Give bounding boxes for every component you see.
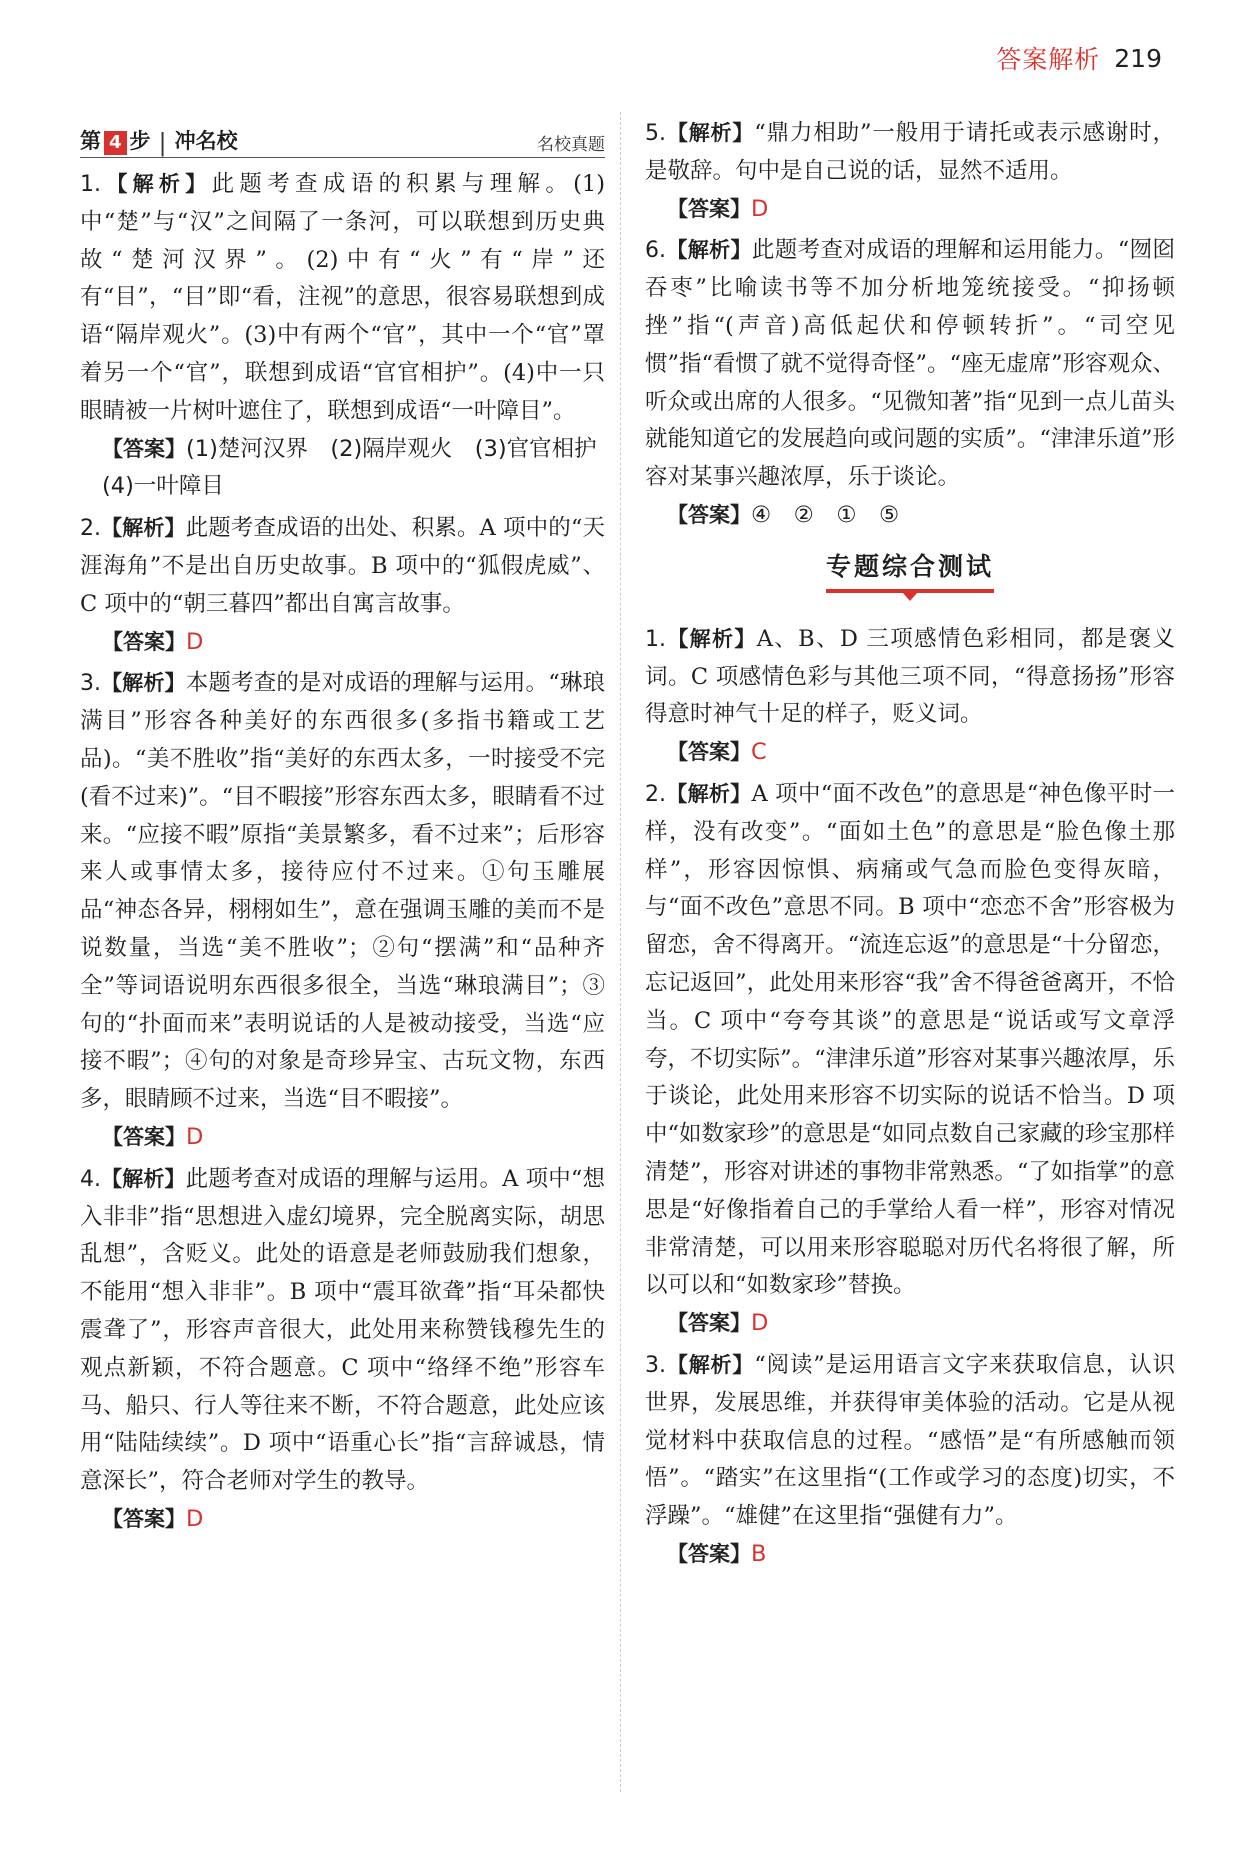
question-item — [645, 115, 1175, 228]
analysis-label: 【解析】 — [101, 1166, 186, 1191]
answer-value: D — [186, 628, 204, 655]
step-prefix: 第 — [80, 129, 101, 153]
analysis-paragraph — [645, 776, 1175, 1305]
answer-text: ④ ② ① ⑤ — [751, 501, 900, 528]
question-item — [80, 1161, 605, 1539]
answer-value: D — [751, 195, 769, 222]
analysis-text: A 项中“面不改色”的意思是“神色像平时一样，没有改变”。“面如土色”的意思是“脸色像土那样”，形容因惊惧、病痛或气急而脸色变得灰暗，与“面不改色”意思不同。B 项中“恋恋不舍”形容极为留恋，舍不得离开。“流连忘返”的意思是“十分留恋，忘记返回”，此处用来形容“我”舍不得爸爸离开，不恰当。C 项中“夸夸其谈”的意思是“说话或写文章浮夸，不切实际”。“津津乐道”形容对某事兴趣浓厚，乐于谈论，此处用来形容不切实际的说话不恰当。D 项中“如数家珍”的意思是“如同点数自己家藏的珍宝那样清楚”，形容对讲述的事物非常熟悉。“了如指掌”的意思是“好像指着自己的手掌给人看一样”，形容对情况非常清楚，可以用来形容聪聪对历代名将很了解，所以可以和“如数家珍”替换。 — [645, 780, 1175, 1299]
analysis-text: 此题考查对成语的理解与运用。A 项中“想入非非”指“思想进入虚幻境界，完全脱离实际，胡思乱想”，含贬义。此处的语意是老师鼓励我们想象，不能用“想入非非”。B 项中“震耳欲聋”指“耳朵都快震聋了”，形容声音很大，此处用来称赞钱穆先生的观点新颖，不符合题意。C 项中“络绎不绝”形容车马、船只、行人等往来不断，不符合题意，此处应该用“陆陆续续”。D 项中“语重心长”指“言辞诚恳，情意深长”，符合老师对学生的教导。 — [80, 1165, 606, 1495]
analysis-text: 此题考查成语的出处、积累。A 项中的“天涯海角”不是出自历史故事。B 项中的“狐假虎威”、C 项中的“朝三暮四”都出自寓言故事。 — [80, 515, 606, 617]
analysis-label: 【解析】 — [666, 121, 755, 145]
question-number: 3. — [80, 671, 101, 697]
analysis-paragraph — [645, 621, 1175, 734]
test-item — [645, 776, 1175, 1343]
left-column — [80, 115, 620, 1543]
answer-label: 【答案】 — [102, 1124, 186, 1149]
question-item — [80, 665, 605, 1156]
question-number: 3. — [645, 1352, 666, 1378]
answer-label: 【答案】 — [667, 740, 751, 765]
page-header — [996, 38, 1162, 78]
analysis-text: “阅读”是运用语言文字来获取信息，认识世界，发展思维，并获得审美体验的活动。它是从视觉材料中获取信息的过程。“感悟”是“有所感触而领悟”。“踏实”在这里指“(工作或学习的态度)切实，不浮躁”。“雄健”在这里指“强健有力”。 — [645, 1351, 1176, 1530]
analysis-paragraph — [645, 1347, 1175, 1536]
analysis-label: 【解析】 — [666, 238, 752, 263]
test-item — [645, 1347, 1175, 1574]
answer-line — [667, 1305, 1175, 1343]
answer-line — [667, 191, 1175, 229]
section-separator: | — [158, 129, 167, 157]
question-number: 6. — [645, 238, 666, 264]
header-title: 答案解析 — [996, 45, 1101, 74]
question-item — [80, 166, 620, 506]
right-column — [645, 115, 1175, 1578]
question-number: 1. — [645, 626, 666, 652]
answer-line — [667, 1536, 1175, 1574]
question-number: 4. — [80, 1166, 101, 1192]
analysis-paragraph — [80, 510, 605, 623]
answer-value: D — [186, 1505, 204, 1532]
question-number: 2. — [645, 781, 666, 807]
answer-label: 【答案】 — [102, 436, 186, 461]
column-divider — [620, 112, 621, 1792]
section-header — [80, 115, 605, 158]
analysis-paragraph — [80, 665, 605, 1119]
answer-label: 【答案】 — [667, 1541, 751, 1566]
analysis-text: 此题考查成语的积累与理解。(1)中“楚”与“汉”之间隔了一条河，可以联想到历史典故“楚河汉界”。(2)中有“火”有“岸”还有“目”，“目”即“看，注视”的意思，很容易联想到成语“隔岸观火”。(3)中有两个“官”，其中一个“官”罩着另一个“官”，联想到成语“官官相护”。(4)中一只眼睛被一片树叶遮住了，联想到成语“一叶障目”。 — [80, 171, 605, 424]
question-item — [80, 510, 605, 661]
answer-value: D — [186, 1123, 204, 1150]
section-name: 冲名校 — [174, 129, 238, 153]
analysis-label: 【解析】 — [101, 172, 212, 196]
answer-line — [102, 431, 620, 507]
analysis-label: 【解析】 — [101, 516, 186, 541]
answer-value: D — [751, 1310, 769, 1337]
answer-label: 【答案】 — [667, 196, 751, 221]
analysis-label: 【解析】 — [666, 626, 757, 651]
topic-title-text: 专题综合测试 — [826, 547, 994, 593]
answer-line — [102, 624, 605, 662]
answer-label: 【答案】 — [102, 1506, 186, 1531]
analysis-label: 【解析】 — [101, 671, 186, 696]
analysis-paragraph — [645, 115, 1175, 191]
answer-line — [102, 1501, 605, 1539]
analysis-text: 本题考查的是对成语的理解与运用。“琳琅满目”形容各种美好的东西很多(多指书籍或工艺品)。“美不胜收”指“美好的东西太多，一时接受不完(看不过来)”。“目不暇接”形容东西太多，眼睛看不过来。“应接不暇”原指“美景繁多，看不过来”；后形容来人或事情太多，接待应付不过来。①句玉雕展品“神态各异，栩栩如生”，意在强调玉雕的美而不是说数量，当选“美不胜收”；②句“摆满”和“品种齐全”等词语说明东西很多很全，当选“琳琅满目”；③句的“扑面而来”表明说话的人是被动接受，当选“应接不暇”；④句的对象是奇珍异宝、古玩文物，东西多，眼睛顾不过来，当选“目不暇接”。 — [80, 670, 605, 1113]
analysis-text: 此题考查对成语的理解和运用能力。“囫囵吞枣”比喻读书等不加分析地笼统接受。“抑扬顿挫”指“(声音)高低起伏和停顿转折”。“司空见惯”指“看惯了就不觉得奇怪”。“座无虚席”形容观众、听众或出席的人很多。“见微知著”指“见到一点儿苗头就能知道它的发展趋向或问题的实质”。“津津乐道”形容对某事兴趣浓厚，乐于谈论。 — [645, 237, 1176, 491]
analysis-text: “鼎力相助”一般用于请托或表示感谢时，是敬辞。句中是自己说的话，显然不适用。 — [645, 120, 1176, 184]
analysis-paragraph — [80, 1161, 605, 1501]
step-suffix: 步 — [129, 129, 151, 153]
answer-text: (1)楚河汉界 (2)隔岸观火 (3)官官相护 (4)一叶障目 — [102, 435, 620, 500]
answer-line — [102, 1119, 605, 1157]
test-item — [645, 621, 1175, 772]
analysis-paragraph — [80, 166, 605, 431]
answer-value: B — [751, 1540, 767, 1567]
answer-line — [667, 497, 1175, 535]
step-number-badge: 4 — [104, 131, 127, 155]
answer-line — [667, 734, 1175, 772]
section-subtitle: 名校真题 — [537, 135, 605, 155]
question-number: 1. — [80, 172, 101, 197]
answer-label: 【答案】 — [102, 629, 186, 654]
answer-value: C — [751, 739, 767, 766]
analysis-text: A、B、D 三项感情色彩相同，都是褒义词。C 项感情色彩与其他三项不同，“得意扬扬”形容得意时神气十足的样子，贬义词。 — [645, 625, 1176, 728]
topic-title — [645, 547, 1175, 593]
analysis-label: 【解析】 — [666, 781, 752, 806]
answer-label: 【答案】 — [667, 502, 751, 527]
analysis-paragraph — [645, 232, 1175, 497]
question-item — [645, 232, 1175, 534]
page-number: 219 — [1114, 43, 1162, 73]
question-number: 2. — [80, 516, 101, 542]
answer-label: 【答案】 — [667, 1311, 751, 1336]
question-number: 5. — [645, 121, 666, 146]
analysis-label: 【解析】 — [666, 1352, 755, 1377]
